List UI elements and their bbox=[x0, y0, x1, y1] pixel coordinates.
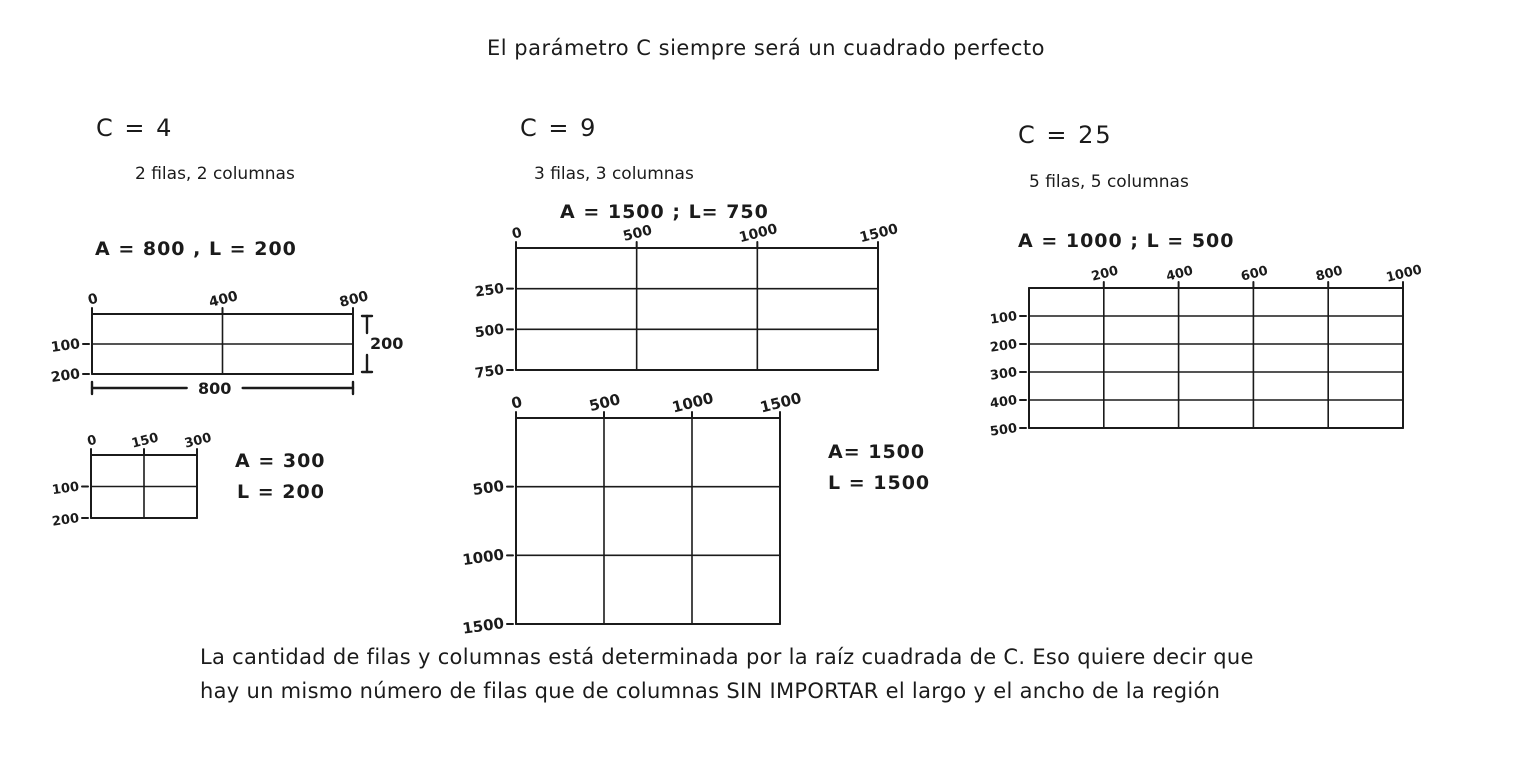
grid-c9-1500x750 bbox=[450, 212, 920, 382]
svg-text:800: 800 bbox=[197, 379, 232, 398]
page-title: El parámetro C siempre será un cuadrado perfecto bbox=[487, 36, 1045, 60]
section-c4-heading: C = 4 bbox=[96, 114, 174, 142]
grid-c4-300x200-area-label: A = 300 bbox=[235, 450, 326, 472]
svg-text:200: 200 bbox=[49, 366, 82, 386]
svg-text:1000: 1000 bbox=[737, 221, 780, 247]
svg-text:400: 400 bbox=[989, 393, 1019, 412]
svg-text:150: 150 bbox=[130, 430, 161, 452]
grid-c9-1500x1500-area-label: A= 1500 bbox=[828, 441, 926, 463]
grid-c25-1000x500 bbox=[955, 248, 1465, 448]
svg-text:300: 300 bbox=[183, 430, 214, 452]
section-c25-rows-cols-label: 5 filas, 5 columnas bbox=[1029, 172, 1189, 192]
grid-c4-300x200-length-label: L = 200 bbox=[237, 481, 325, 503]
footer-text-line2: hay un mismo número de filas que de columnas SIN IMPORTAR el largo y el ancho de la región bbox=[200, 679, 1221, 703]
svg-text:800: 800 bbox=[1314, 263, 1345, 285]
grid-c4-800x200 bbox=[40, 280, 420, 410]
svg-text:500: 500 bbox=[587, 390, 623, 416]
svg-text:0: 0 bbox=[86, 290, 100, 309]
section-c9-heading: C = 9 bbox=[520, 114, 598, 142]
svg-text:500: 500 bbox=[473, 321, 506, 342]
svg-text:100: 100 bbox=[51, 479, 81, 499]
svg-text:250: 250 bbox=[473, 280, 506, 301]
svg-text:600: 600 bbox=[1239, 263, 1270, 285]
svg-text:100: 100 bbox=[989, 309, 1019, 328]
svg-text:800: 800 bbox=[337, 288, 371, 311]
section-c25-heading: C = 25 bbox=[1018, 121, 1113, 149]
grid-c9-1500x750-dims-label: A = 1500 ; L= 750 bbox=[560, 201, 769, 223]
grid-c25-1000x500-dims-label: A = 1000 ; L = 500 bbox=[1018, 230, 1235, 252]
section-c9-rows-cols-label: 3 filas, 3 columnas bbox=[534, 164, 694, 184]
svg-text:400: 400 bbox=[207, 288, 240, 311]
svg-text:500: 500 bbox=[989, 421, 1019, 440]
svg-text:0: 0 bbox=[509, 392, 524, 413]
svg-text:1000: 1000 bbox=[461, 545, 506, 570]
svg-text:200: 200 bbox=[1089, 263, 1120, 285]
svg-text:1500: 1500 bbox=[758, 388, 804, 417]
svg-text:500: 500 bbox=[621, 222, 654, 245]
svg-text:1500: 1500 bbox=[858, 221, 900, 247]
section-c4-rows-cols-label: 2 filas, 2 columnas bbox=[135, 164, 295, 184]
svg-text:1000: 1000 bbox=[670, 388, 716, 417]
svg-text:750: 750 bbox=[473, 362, 506, 382]
svg-text:100: 100 bbox=[49, 336, 82, 356]
grid-c9-1500x1500-length-label: L = 1500 bbox=[828, 472, 931, 494]
grid-c9-1500x1500 bbox=[445, 385, 925, 640]
svg-text:1000: 1000 bbox=[1384, 262, 1424, 286]
svg-text:1500: 1500 bbox=[461, 614, 506, 638]
svg-text:0: 0 bbox=[85, 432, 99, 450]
svg-text:200: 200 bbox=[51, 511, 81, 530]
svg-text:500: 500 bbox=[471, 476, 506, 499]
grid-c4-800x200-dims-label: A = 800 , L = 200 bbox=[95, 238, 297, 260]
svg-text:400: 400 bbox=[1164, 263, 1195, 285]
grid-c4-300x200 bbox=[45, 425, 335, 530]
svg-text:200: 200 bbox=[370, 334, 404, 353]
svg-text:0: 0 bbox=[510, 224, 524, 243]
svg-text:300: 300 bbox=[989, 365, 1019, 384]
footer-text-line1: La cantidad de filas y columnas está determinada por la raíz cuadrada de C. Eso quiere decir que bbox=[200, 645, 1254, 669]
svg-text:200: 200 bbox=[989, 337, 1019, 356]
